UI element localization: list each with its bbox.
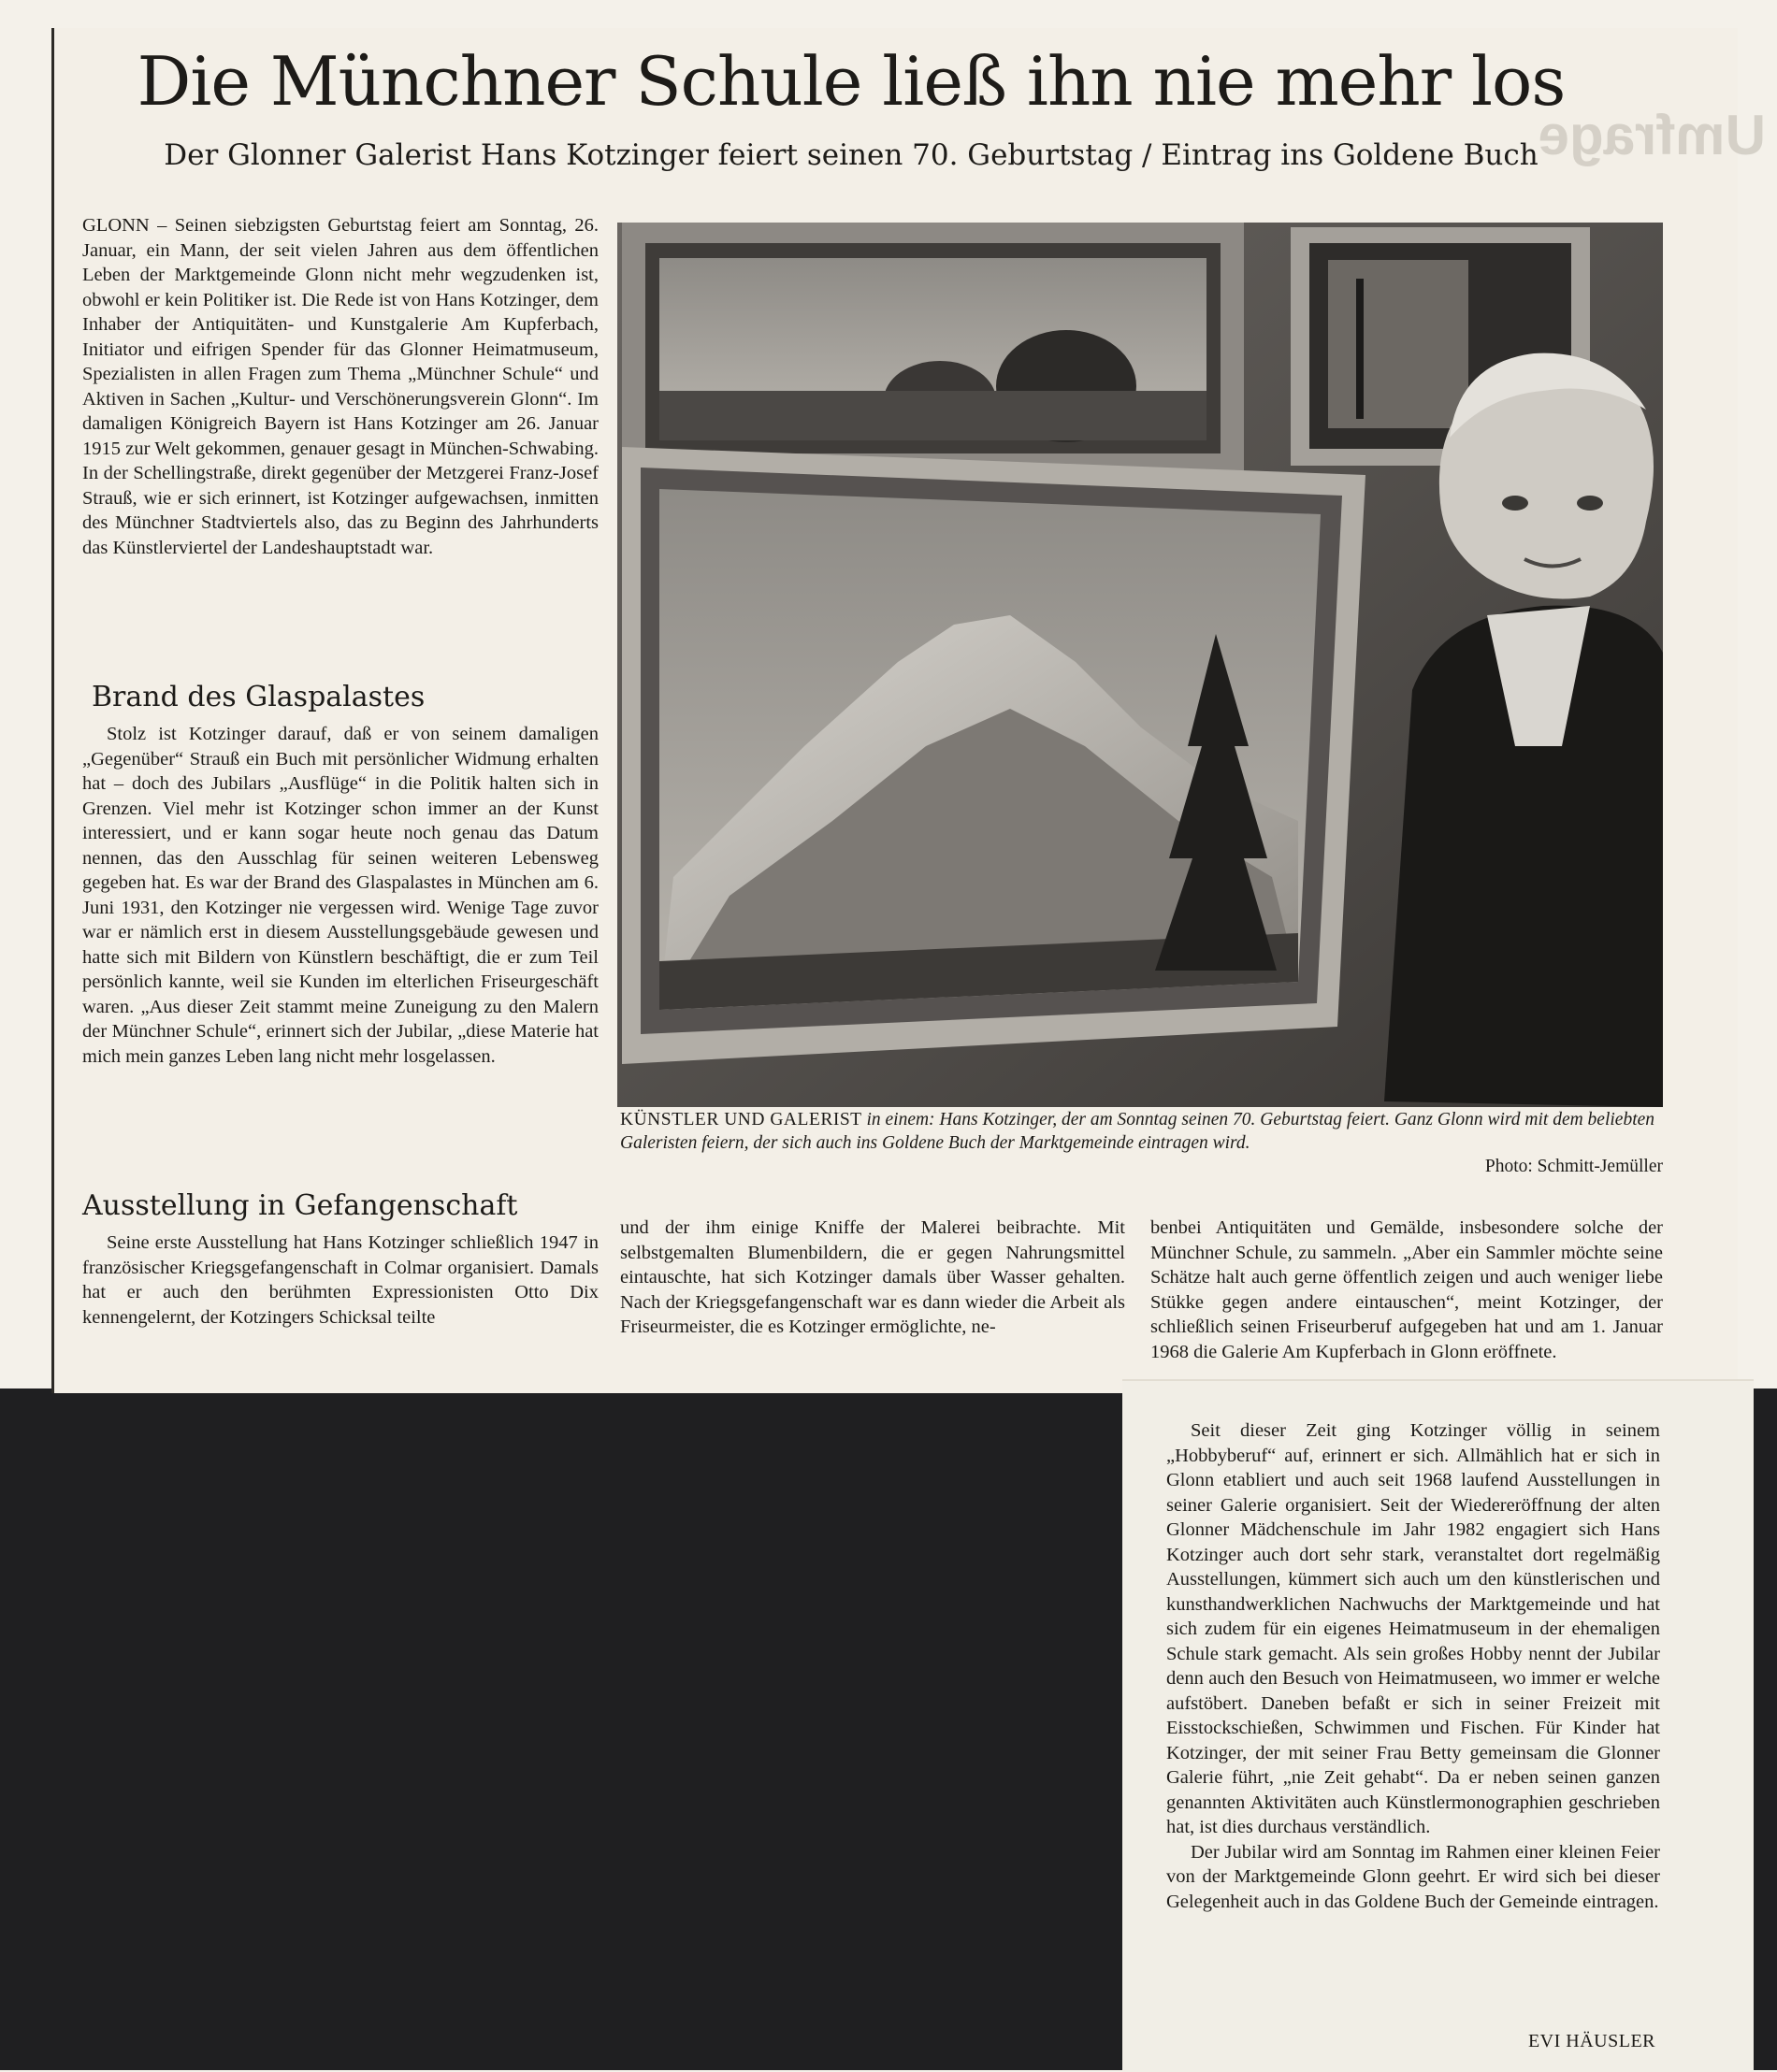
intro-column: [82, 213, 599, 560]
intro-paragraph: GLONN – Seinen siebzigsten Geburtstag feiert am Sonntag, 26. Januar, ein Mann, der seit vielen Jahren aus dem öffentlichen Leben der Marktgemeinde Glonn nicht mehr wegzudenken ist, obwohl er kein Politiker ist. Die Rede ist von Hans Kotzinger, dem Inhaber der Antiquitäten- und Kunstgalerie Am Kupferbach, Initiator und eifrigen Spender für das Glonner Heimatmuseum, Spezialisten in allen Fragen zum Thema „Münchner Schule“ und Aktiven in Sachen „Kultur- und Verschönerungsverein Glonn“. Im damaligen Königreich Bayern ist Hans Kotzinger am 26. Januar 1915 zur Welt gekommen, genauer gesagt in München-Schwabing. In der Schellingstraße, direkt gegenüber der Metzgerei Franz-Josef Strauß, wie er sich erinnert, ist Kotzinger aufgewachsen, inmitten des Münchner Stadtviertels also, das zu Beginn des Jahrhunderts das Künstlerviertel der Landeshauptstadt war.: [82, 215, 599, 558]
paragraph: Stolz ist Kotzinger darauf, daß er von seinem damaligen „Gegenüber“ Strauß ein Buch mit persönlicher Widmung erhalten hat – doch des Jubilars „Ausflüge“ in die Politik halten sich in Grenzen. Viel mehr ist Kotzinger schon immer an der Kunst interessiert, und er kann sogar heute noch genau das Datum nennen, das den Ausschlag für seinen weiteren Lebensweg gegeben hat. Es war der Brand des Glaspalastes in München am 6. Juni 1931, den Kotzinger nie vergessen wird. Wenige Tage zuvor war er nämlich erst in diesem Ausstellungsgebäude gewesen und hatte sich mit Bildern von Künstlern beschäftigt, die er zum Teil persönlich kannte, weil sie Kunden im elterlichen Friseurgeschäft waren. „Aus dieser Zeit stammt meine Zuneigung zu den Malern der Münchner Schule“, erinnert sich der Jubilar, „diese Materie hat mich mein ganzes Leben lang nicht mehr losgelassen.: [82, 724, 599, 1067]
photo-caption: [620, 1109, 1663, 1155]
column-three-top: [1150, 1216, 1663, 1364]
alpine-painting: [622, 447, 1365, 1064]
section-heading-glaspalast: Brand des Glaspalastes: [92, 681, 426, 713]
author-byline: EVI HÄUSLER: [1527, 2031, 1655, 2051]
photo-kotzinger-with-painting: [617, 223, 1663, 1107]
section-glaspalast-text: [82, 722, 599, 1069]
upper-painting: [622, 223, 1244, 475]
caption-lead: KÜNSTLER UND GALERIST: [620, 1110, 862, 1130]
column-two: [620, 1216, 1125, 1340]
bleed-through-text: Umfrage: [1538, 104, 1766, 166]
paragraph: Seit dieser Zeit ging Kotzinger völlig in seinem „Hobbyberuf“ auf, erinnert er sich. Allmählich hat er sich in Glonn etabliert und auch seit 1968 laufend Ausstellungen in seiner Galerie organisiert. Seit der Wiedereröffnung der alten Glonner Mädchenschule im Jahr 1982 engagiert sich Hans Kotzinger auch dort sehr stark, veranstaltet dort regelmäßig Ausstellungen, kümmert sich auch um den künstlerischen und kunsthandwerklichen Nachwuchs der Marktgemeinde und hat sich zudem für ein eigenes Heimatmuseum in der ehemaligen Schule stark gemacht. Als sein großes Hobby nennt der Jubilar denn auch den Besuch von Heimatmuseen, wo immer er welche aufstöbert. Daneben befaßt er sich in seiner Freizeit mit Eisstockschießen, Schwimmen und Fischen. Für Kinder hat Kotzinger, der mit seiner Frau Betty gemeinsam die Glonner Galerie führt, „nie Zeit gehabt“. Da er neben seinen ganzen genannten Aktivitäten auch Künstlermonographien geschrieben hat, ist dies durchaus verständlich.: [1166, 1420, 1660, 1837]
paragraph: benbei Antiquitäten und Gemälde, insbesondere solche der Münchner Schule, zu sammeln. „Aber ein Sammler möchte seine Schätze halt auch gerne öffentlich zeigen und auch weniger liebe Stükke gegen andere eintauschen“, meint Kotzinger, der schließlich seinen Friseurberuf aufgegeben hat und am 1. Januar 1968 die Galerie Am Kupferbach in Glonn eröffnete.: [1150, 1217, 1663, 1362]
section-gefangenschaft-text: [82, 1230, 599, 1330]
column-three-continuation: [1166, 1418, 1660, 1914]
paragraph: Der Jubilar wird am Sonntag im Rahmen einer kleinen Feier von der Marktgemeinde Glonn geehrt. Er wird sich bei dieser Gelegenheit auch in das Goldene Buch der Gemeinde eintragen.: [1166, 1841, 1660, 1912]
photo-credit: Photo: Schmitt-Jemüller: [1484, 1157, 1663, 1176]
headline: Die Münchner Schule ließ ihn nie mehr los: [137, 42, 1566, 121]
subheadline: Der Glonner Galerist Hans Kotzinger feiert seinen 70. Geburtstag / Eintrag ins Goldene Buch: [164, 138, 1539, 172]
caption-text: in einem: Hans Kotzinger, der am Sonntag seinen 70. Geburtstag feiert. Ganz Glonn wird mit dem beliebten Galeristen feiern, der sich auch ins Goldene Buch der Marktgemeinde eintragen wird.: [620, 1110, 1655, 1153]
section-heading-gefangenschaft: Ausstellung in Gefangenschaft: [82, 1189, 518, 1222]
paragraph: Seine erste Ausstellung hat Hans Kotzinger schließlich 1947 in französischer Kriegsgefangenschaft in Colmar organisiert. Damals hat er auch den berühmten Expressionisten Otto Dix kennengelernt, der Kotzingers Schicksal teilte: [82, 1232, 599, 1328]
paragraph: und der ihm einige Kniffe der Malerei beibrachte. Mit selbstgemalten Blumenbildern, die er gegen Nahrungsmittel eintauschte, hat sich Kotzinger damals über Wasser gehalten. Nach der Kriegsgefangenschaft war es dann wieder die Arbeit als Friseurmeister, die es Kotzinger ermöglichte, ne-: [620, 1217, 1125, 1337]
photo-illustration: [617, 223, 1663, 1107]
